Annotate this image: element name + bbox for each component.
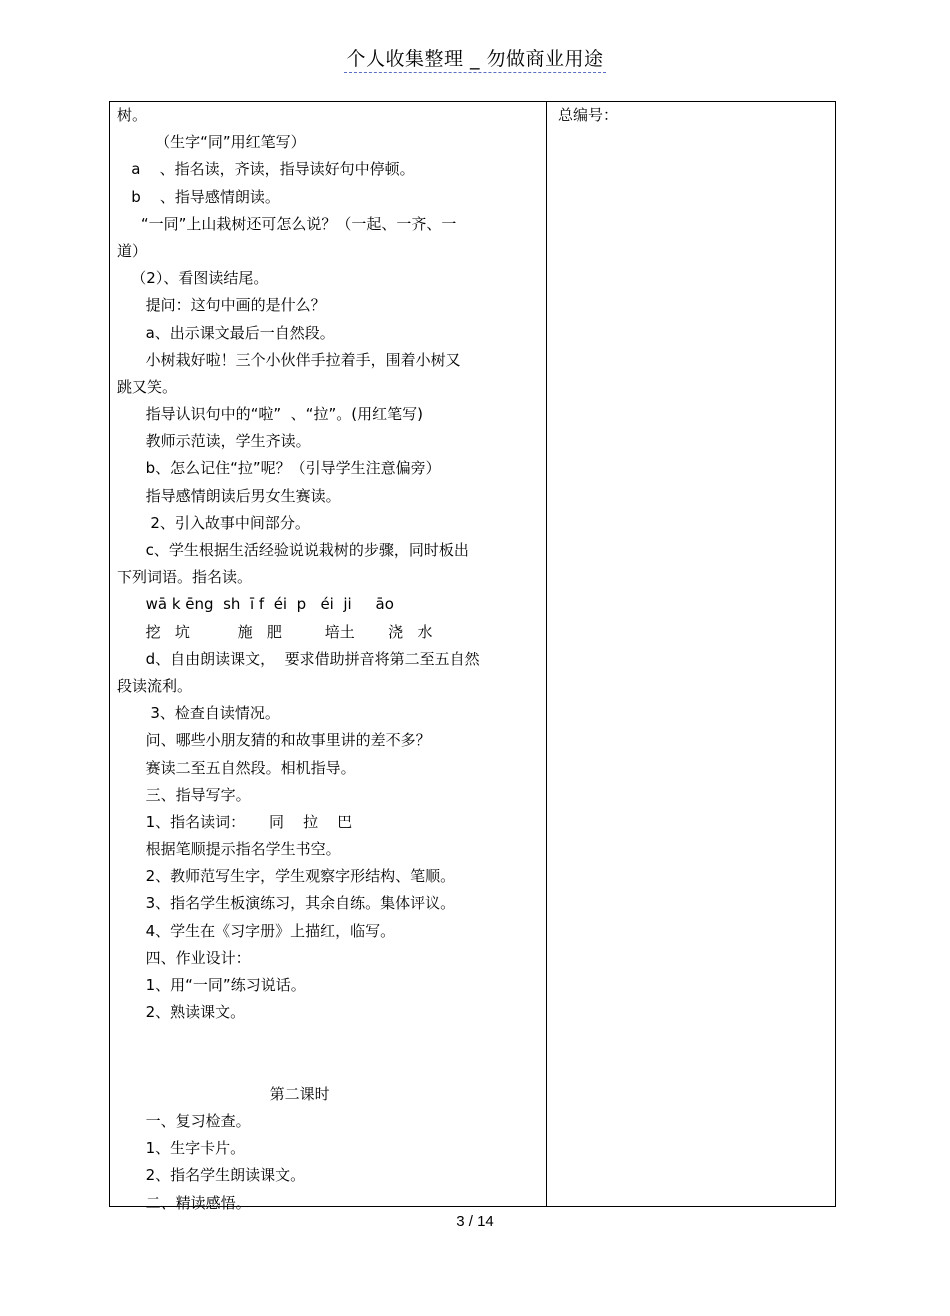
lesson-line: b、怎么记住“拉”呢？（引导学生注意偏旁） bbox=[117, 459, 441, 478]
lesson-line: 1、生字卡片。 bbox=[117, 1139, 246, 1158]
lesson-line: a、出示课文最后一自然段。 bbox=[117, 323, 335, 342]
lesson-line: 第二课时 bbox=[117, 1084, 330, 1103]
lesson-line bbox=[117, 1054, 537, 1081]
lesson-line: 下列词语。指名读。 bbox=[117, 568, 253, 587]
lesson-table bbox=[109, 101, 836, 1212]
lesson-line: 2、指名学生朗读课文。 bbox=[117, 1166, 306, 1185]
lesson-line: 根据笔顺提示指名学生书空。 bbox=[117, 840, 341, 859]
column-divider bbox=[546, 102, 547, 1206]
serial-number-column bbox=[558, 102, 828, 129]
lesson-line: 指导认识句中的“啦” 、“拉”。(用红笔写) bbox=[117, 405, 423, 424]
lesson-line: 1、用“一同”练习说话。 bbox=[117, 976, 306, 994]
page-number: 3 / 14 bbox=[456, 1213, 494, 1230]
lesson-content-column bbox=[117, 102, 537, 1217]
lesson-line: 段读流利。 bbox=[117, 676, 193, 695]
lesson-line: 2、引入故事中间部分。 bbox=[117, 513, 310, 532]
lesson-line: a 、指名读，齐读，指导读好句中停顿。 bbox=[117, 160, 415, 179]
lesson-line: b 、指导感情朗读。 bbox=[117, 187, 280, 206]
header-title: 个人收集整理 _ 勿做商业用途 bbox=[344, 44, 605, 73]
lesson-line: 2、熟读课文。 bbox=[117, 1003, 246, 1022]
lesson-line bbox=[117, 1026, 537, 1053]
lesson-line: 问、哪些小朋友猜的和故事里讲的差不多？ bbox=[117, 731, 431, 750]
lesson-line: 二、精读感悟。 bbox=[117, 1193, 251, 1212]
lesson-line: 三、指导写字。 bbox=[117, 785, 251, 804]
lesson-line: 教师示范读，学生齐读。 bbox=[117, 432, 311, 451]
lesson-line: d、自由朗读课文， 要求借助拼音将第二至五自然 bbox=[117, 649, 480, 668]
lesson-line: 3、指名学生板演练习，其余自练。集体评议。 bbox=[117, 894, 456, 913]
lesson-line: 小树栽好啦！三个小伙伴手拉着手，围着小树又 bbox=[117, 350, 461, 369]
lesson-line: 提问：这句中画的是什么？ bbox=[117, 296, 326, 315]
lesson-line: 4、学生在《习字册》上描红，临写。 bbox=[117, 921, 396, 940]
lesson-line: 四、作业设计： bbox=[117, 948, 251, 967]
serial-number-label: 总编号： bbox=[558, 106, 619, 124]
lesson-line: 2、教师范写生字，学生观察字形结构、笔顺。 bbox=[117, 867, 456, 886]
lesson-line: wā k ēng sh ī f éi p éi ji āo bbox=[117, 595, 394, 614]
lesson-line: 树。 bbox=[117, 106, 148, 124]
lesson-line: 赛读二至五自然段。相机指导。 bbox=[117, 758, 356, 777]
page-header bbox=[0, 44, 950, 73]
lesson-line: 指导感情朗读后男女生赛读。 bbox=[117, 486, 341, 505]
lesson-line: （2）、看图读结尾。 bbox=[117, 269, 269, 288]
lesson-line: 挖 坑 施 肥 培土 浇 水 bbox=[117, 622, 433, 641]
lesson-line: 3、检查自读情况。 bbox=[117, 704, 280, 723]
lesson-line: “一同”上山栽树还可怎么说？（一起、一齐、一 bbox=[117, 214, 457, 233]
lesson-line: （生字“同”用红笔写） bbox=[117, 133, 306, 152]
lesson-line: c、学生根据生活经验说说栽树的步骤，同时板出 bbox=[117, 541, 469, 559]
lesson-line: 1、指名读词： 同 拉 巴 bbox=[117, 812, 353, 831]
lesson-line: 一、复习检查。 bbox=[117, 1111, 251, 1130]
lesson-line: 道） bbox=[117, 241, 148, 260]
lesson-line: 跳又笑。 bbox=[117, 377, 178, 396]
